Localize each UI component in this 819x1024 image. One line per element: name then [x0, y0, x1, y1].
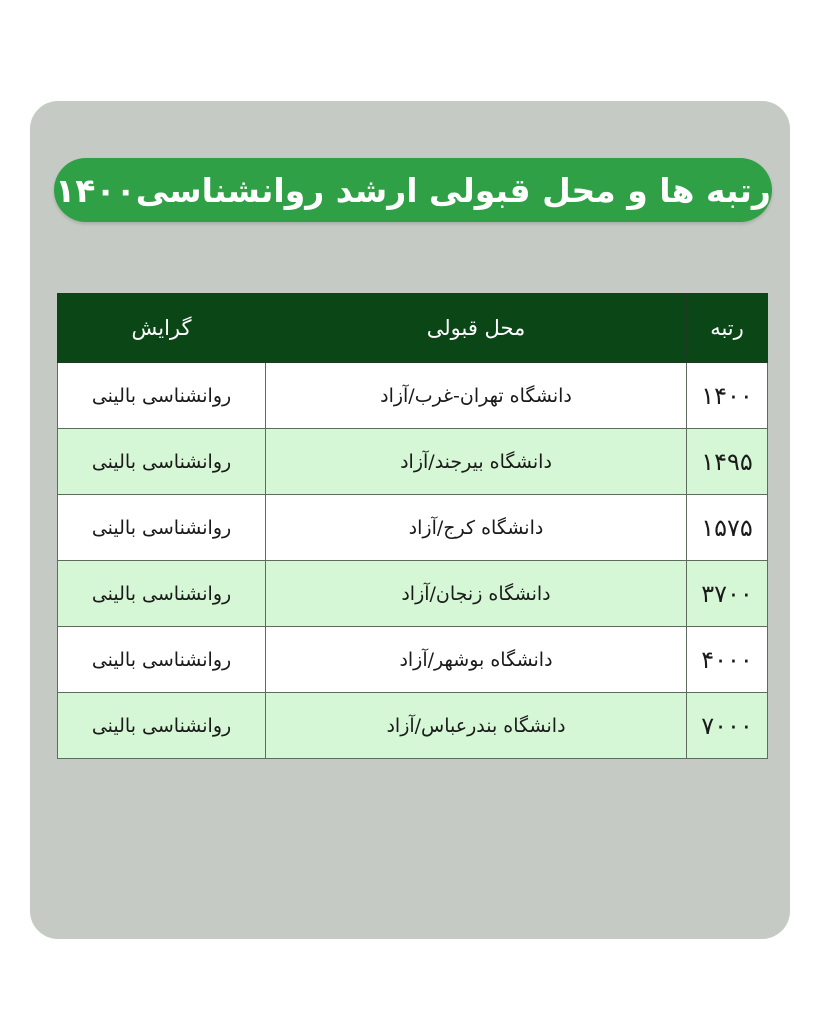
- place-cell: دانشگاه زنجان/آزاد: [266, 561, 687, 627]
- title-banner: [54, 158, 772, 222]
- rank-cell: ۱۴۰۰: [687, 363, 768, 429]
- header-field: گرایش: [58, 294, 266, 363]
- place-cell: دانشگاه بوشهر/آزاد: [266, 627, 687, 693]
- rank-cell: ۷۰۰۰: [687, 693, 768, 759]
- field-cell: روانشناسی بالینی: [58, 561, 266, 627]
- field-cell: روانشناسی بالینی: [58, 363, 266, 429]
- place-cell: دانشگاه تهران-غرب/آزاد: [266, 363, 687, 429]
- rank-cell: ۱۴۹۵: [687, 429, 768, 495]
- place-cell: دانشگاه بیرجند/آزاد: [266, 429, 687, 495]
- table-row: [58, 693, 768, 759]
- table-row: [58, 363, 768, 429]
- rank-cell: ۱۵۷۵: [687, 495, 768, 561]
- field-cell: روانشناسی بالینی: [58, 627, 266, 693]
- table-row: [58, 561, 768, 627]
- table-row: [58, 627, 768, 693]
- field-cell: روانشناسی بالینی: [58, 495, 266, 561]
- place-cell: دانشگاه بندرعباس/آزاد: [266, 693, 687, 759]
- field-cell: روانشناسی بالینی: [58, 429, 266, 495]
- header-place: محل قبولی: [266, 294, 687, 363]
- table-header-row: [58, 294, 768, 363]
- place-cell: دانشگاه کرج/آزاد: [266, 495, 687, 561]
- header-rank: رتبه: [687, 294, 768, 363]
- rank-cell: ۳۷۰۰: [687, 561, 768, 627]
- page-title: رتبه ها و محل قبولی ارشد روانشناسی۱۴۰۰: [55, 170, 771, 210]
- rank-cell: ۴۰۰۰: [687, 627, 768, 693]
- table-row: [58, 429, 768, 495]
- table-row: [58, 495, 768, 561]
- results-table-container: [57, 293, 767, 759]
- results-table: [57, 293, 768, 759]
- field-cell: روانشناسی بالینی: [58, 693, 266, 759]
